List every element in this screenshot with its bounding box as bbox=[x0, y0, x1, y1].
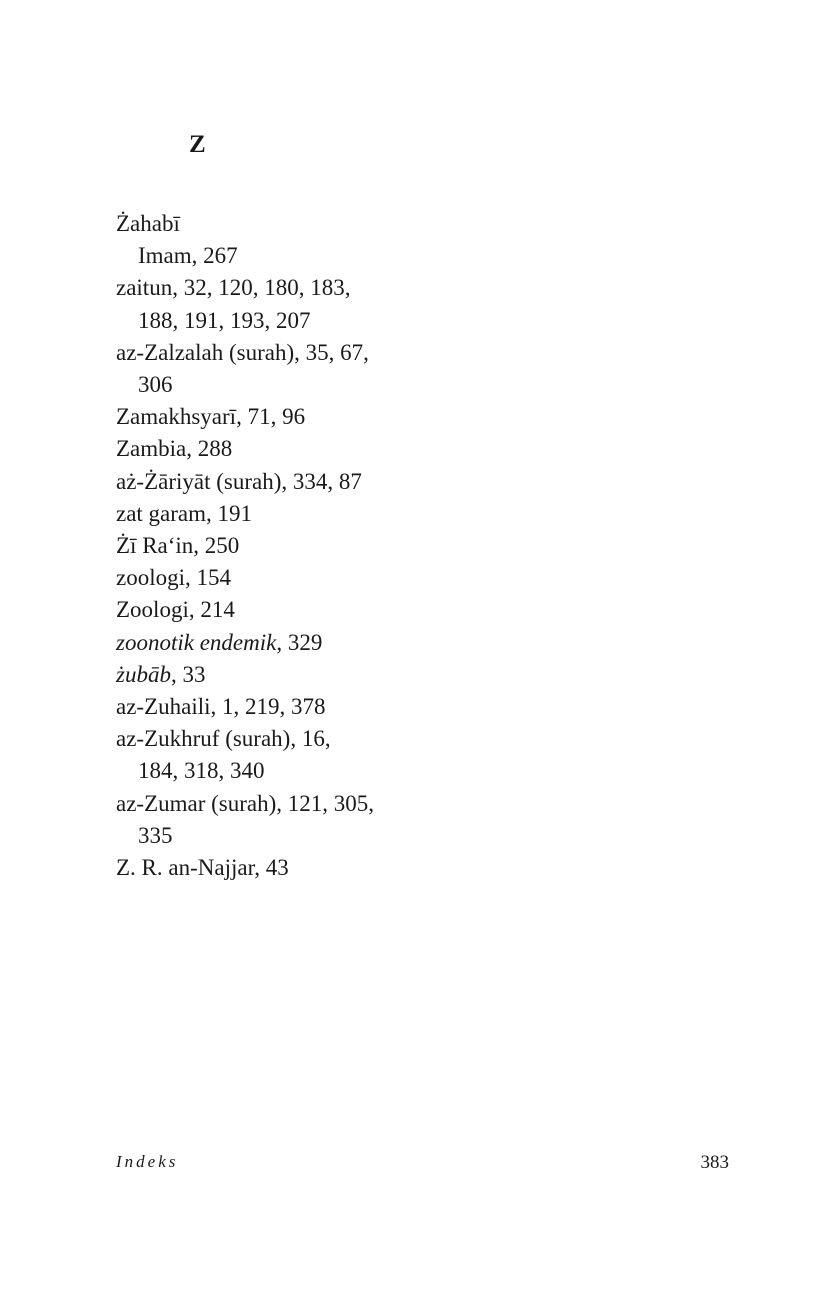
index-entry-subentry: Imam, 267 bbox=[138, 243, 238, 269]
index-entry bbox=[116, 401, 374, 433]
index-entry bbox=[116, 498, 374, 530]
index-entry-term: az-Zalzalah (surah), 35, 67, bbox=[116, 339, 369, 365]
index-entry-continuation: 335 bbox=[138, 822, 173, 848]
index-entry-italic-term: żubāb bbox=[116, 661, 171, 687]
index-entry bbox=[116, 852, 374, 884]
index-entry bbox=[116, 466, 374, 498]
index-entry-term: az-Zukhruf (surah), 16, bbox=[116, 726, 331, 752]
index-entry bbox=[116, 562, 374, 594]
page-number: 383 bbox=[700, 1152, 729, 1173]
index-entry-term: aż-Żāriyāt (surah), 334, 87 bbox=[116, 468, 362, 494]
index-entry-pages: , 329 bbox=[276, 629, 323, 655]
index-entry bbox=[116, 659, 374, 691]
index-entry-term: Zoologi, 214 bbox=[116, 597, 235, 623]
index-entry-term: zoologi, 154 bbox=[116, 565, 231, 591]
index-entry bbox=[116, 433, 374, 465]
index-entry-term: az-Zumar (surah), 121, 305, bbox=[116, 790, 375, 816]
index-entry-list bbox=[116, 208, 374, 884]
index-entry bbox=[116, 691, 374, 723]
index-entry bbox=[116, 530, 374, 562]
index-entry-term: zat garam, 191 bbox=[116, 500, 253, 526]
index-entry-continuation: 306 bbox=[138, 372, 173, 398]
index-entry-term bbox=[116, 659, 374, 691]
index-entry-term: Żahabī bbox=[116, 211, 180, 236]
index-entry bbox=[116, 272, 374, 336]
index-entry-continuation: 184, 318, 340 bbox=[138, 758, 265, 784]
index-entry bbox=[116, 594, 374, 626]
index-entry bbox=[116, 627, 374, 659]
index-entry-term: Zambia, 288 bbox=[116, 436, 233, 462]
index-entry-term: Żī Ra‘in, 250 bbox=[116, 533, 240, 559]
index-entry-term: Zamakhsyarī, 71, 96 bbox=[116, 404, 306, 430]
index-entry-pages: , 33 bbox=[170, 661, 206, 687]
index-entry bbox=[116, 788, 374, 852]
index-entry bbox=[116, 208, 374, 272]
index-entry-term: Z. R. an-Najjar, 43 bbox=[116, 855, 289, 881]
running-footer-label: Indeks bbox=[116, 1152, 179, 1171]
section-letter-heading: Z bbox=[189, 131, 206, 158]
index-entry bbox=[116, 723, 374, 787]
index-entry bbox=[116, 337, 374, 401]
index-entry-term: zaitun, 32, 120, 180, 183, bbox=[116, 275, 351, 301]
index-entry-term: az-Zuhaili, 1, 219, 378 bbox=[116, 694, 326, 720]
index-entry-term bbox=[116, 627, 374, 659]
index-entry-continuation: 188, 191, 193, 207 bbox=[138, 307, 311, 333]
index-entry-italic-term: zoonotik endemik bbox=[116, 629, 277, 655]
